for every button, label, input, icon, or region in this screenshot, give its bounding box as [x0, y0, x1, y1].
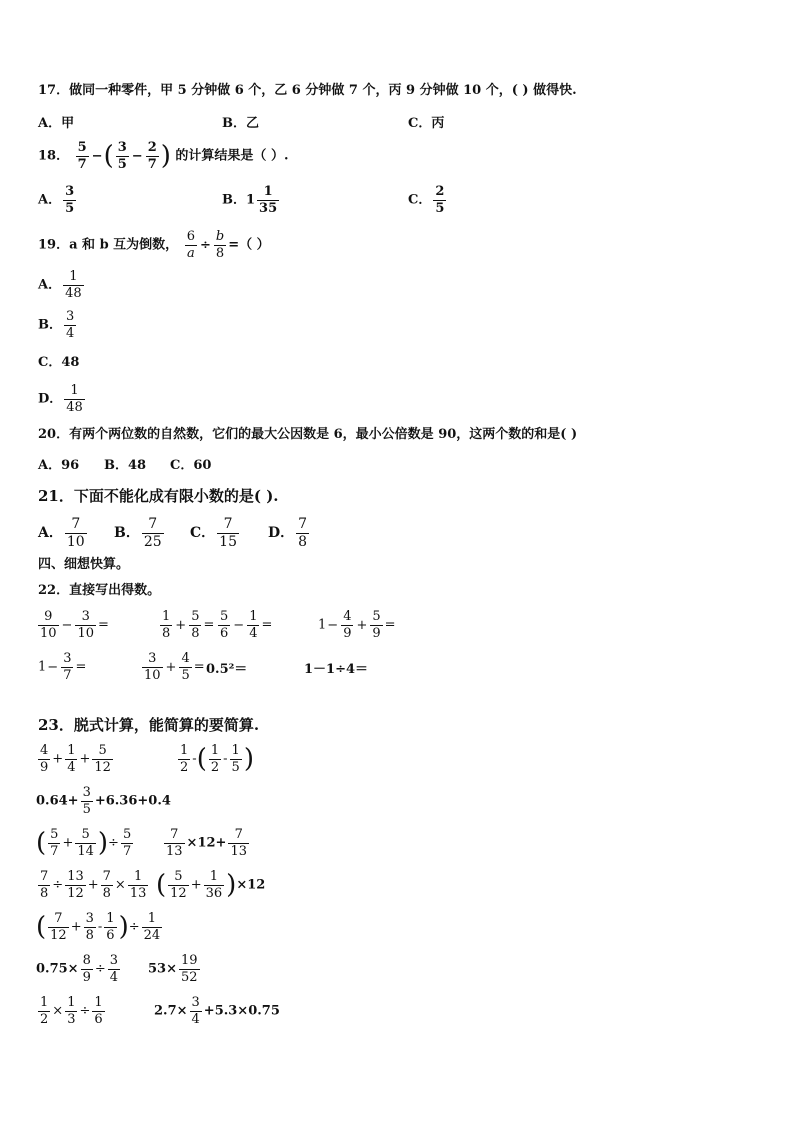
fraction: $\frac{7}{8}$ [298, 516, 308, 550]
q19-option-b[interactable]: B． $\frac{3}{4}$ [38, 309, 75, 341]
q20-option-b[interactable]: B．48 [104, 458, 147, 473]
q19-text: a 和 b 互为倒数， [69, 237, 179, 253]
q18-option-b[interactable]: B．1 $\frac{1}{35}$ [222, 184, 278, 216]
q23-expr-7: ( $\frac{5}{12}$ + $\frac{1}{36}$ )×12 [156, 869, 266, 901]
fraction: $\frac{3}{5}$ [65, 184, 75, 216]
q23-expr-4: ( $\frac{5}{7}$ + $\frac{5}{14}$ )÷ $\frac{5}{7}$ [36, 827, 132, 859]
q19-option-a[interactable]: A． $\frac{1}{48}$ [38, 269, 82, 301]
q22-expr-1: $\frac{9}{10}$ − $\frac{3}{10}$ = [40, 609, 109, 641]
q21-option-d[interactable]: D． $\frac{7}{8}$ [268, 516, 308, 550]
q23-expr-2: $\frac{1}{2}$ -( $\frac{1}{2}$ - $\frac{1}{5}$ ) [180, 743, 254, 775]
q19-option-d[interactable]: D． $\frac{1}{48}$ [38, 383, 83, 415]
q17-stem [38, 84, 577, 97]
fraction: $\frac{1}{48}$ [66, 383, 83, 415]
q22-expr-8: 1－1÷4＝ [304, 662, 369, 677]
q21-option-a[interactable]: A． $\frac{7}{10}$ [38, 516, 85, 550]
q21-option-c[interactable]: C． $\frac{7}{15}$ [190, 516, 237, 550]
q21-option-b[interactable]: B． $\frac{7}{25}$ [114, 516, 162, 550]
q23-expr-3: 0.64+ $\frac{3}{5}$ +6.36+0.4 [36, 785, 171, 817]
fraction: $\frac{7}{25}$ [143, 516, 162, 550]
q17-option-b[interactable]: B．乙 [222, 116, 259, 131]
q22-expr-5: 1− $\frac{3}{7}$ = [38, 651, 87, 683]
fraction: $\frac{2}{5}$ [435, 184, 445, 216]
q23-expr-5: $\frac{7}{13}$ ×12+ $\frac{7}{13}$ [166, 827, 247, 859]
q19-option-c[interactable]: C．48 [38, 355, 80, 370]
fraction: $\frac{7}{15}$ [219, 516, 237, 550]
fraction: $\frac{1}{48}$ [65, 269, 82, 301]
q17-option-c[interactable]: C．丙 [408, 116, 445, 131]
q20-stem: 20．有两个两位数的自然数，它们的最大公因数是 6，最小公倍数是 90，这两个数的和是( ) [38, 427, 578, 442]
q19-stem: 19．a 和 b 互为倒数， $\frac{6}{a}$ ÷ $\frac{b}{8}$ =（ ） [38, 229, 270, 261]
q18-text: 的计算结果是（ ）. [175, 148, 289, 164]
q18-num: 18． [38, 148, 70, 164]
fraction: $\frac{6}{a}$ [186, 229, 195, 261]
q23-title: 23．脱式计算，能简算的要简算. [38, 716, 260, 734]
fraction: $\frac{1}{35}$ [259, 184, 278, 216]
q22-expr-2: $\frac{1}{8}$ + $\frac{5}{8}$ = [162, 609, 215, 641]
q23-expr-6: $\frac{7}{8}$ ÷ $\frac{13}{12}$ + $\frac{7}{8}$ × $\frac{1}{13}$ [40, 869, 147, 901]
fraction: $\frac{5}{7}$ [77, 140, 87, 172]
q23-expr-1: $\frac{4}{9}$ + $\frac{1}{4}$ + $\frac{5}{12}$ [40, 743, 111, 775]
q22-expr-3: $\frac{5}{6}$ − $\frac{1}{4}$ = [220, 609, 273, 641]
q23-expr-12: 2.7× $\frac{3}{4}$ +5.3×0.75 [154, 995, 280, 1027]
fraction: $\frac{2}{7}$ [147, 140, 157, 172]
q21-stem: 21．下面不能化成有限小数的是( ). [38, 487, 279, 505]
q18-option-c[interactable]: C． $\frac{2}{5}$ [408, 184, 445, 216]
q22-title: 22．直接写出得数。 [38, 583, 161, 598]
q23-expr-9: 0.75× $\frac{8}{9}$ ÷ $\frac{3}{4}$ [36, 953, 119, 985]
q20-option-a[interactable]: A．96 [38, 458, 80, 473]
fraction: $\frac{3}{5}$ [117, 140, 127, 172]
q22-expr-6: $\frac{3}{10}$ + $\frac{4}{5}$ = [144, 651, 205, 683]
q22-expr-7: 0.5²＝ [206, 662, 248, 677]
q17-text: 17．做同一种零件，甲 5 分钟做 6 个，乙 6 分钟做 7 个，丙 9 分钟做 10 个，( ) 做得快. [38, 83, 577, 98]
q23-expr-11: $\frac{1}{2}$ × $\frac{1}{3}$ ÷ $\frac{1}{6}$ [40, 995, 103, 1027]
q23-expr-8: ( $\frac{7}{12}$ + $\frac{3}{8}$ - $\frac{1}{6}$ )÷ $\frac{1}{24}$ [36, 911, 161, 943]
q23-expr-10: 53× $\frac{19}{52}$ [148, 953, 198, 985]
q22-expr-4: 1− $\frac{4}{9}$ + $\frac{5}{9}$ = [318, 609, 396, 641]
fraction: $\frac{3}{4}$ [66, 309, 75, 341]
q17-option-a[interactable]: A．甲 [38, 116, 75, 131]
section-title: 四、细想快算。 [38, 557, 130, 572]
q18-option-a[interactable]: A． $\frac{3}{5}$ [38, 184, 75, 216]
fraction: $\frac{b}{8}$ [215, 229, 225, 261]
q20-option-c[interactable]: C．60 [170, 458, 212, 473]
fraction: $\frac{7}{10}$ [66, 516, 85, 550]
q18-stem: 18． $\frac{5}{7}$ −( $\frac{3}{5}$ − $\frac{2}{7}$ ) 的计算结果是（ ）. [38, 140, 289, 172]
